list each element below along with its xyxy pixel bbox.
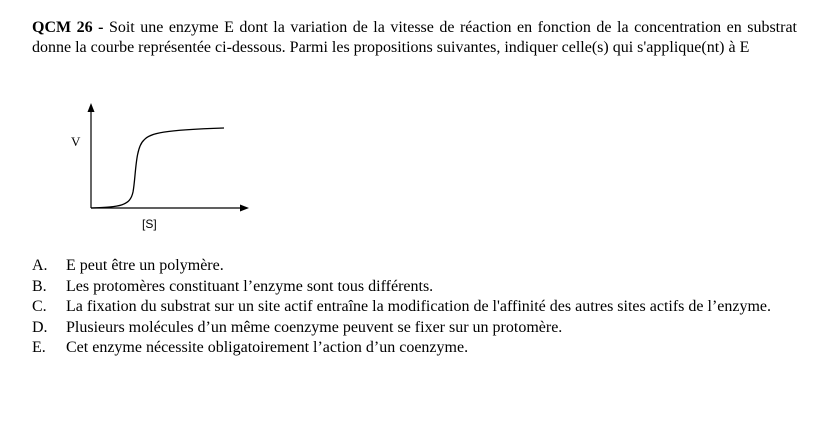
option-e-text: Cet enzyme nécessite obligatoirement l’action d’un coenzyme.	[66, 339, 469, 356]
question-text: Soit une enzyme E dont la variation de la vitesse de réaction en fonction de la concentration en substrat donne la courbe représentée ci-dessous. Parmi les propositions suivantes, indiquer celle(s) qui s'applique(nt) à E	[32, 19, 798, 56]
option-c	[32, 297, 797, 318]
x-axis-label: [S]	[142, 217, 157, 231]
x-axis-arrow	[240, 205, 249, 212]
question-label: QCM 26 -	[32, 19, 104, 36]
option-d-letter: D.	[32, 318, 48, 336]
option-c-text: La fixation du substrat sur un site actif entraîne la modification de l'affinité des autres sites actifs de l’enzyme.	[66, 298, 772, 315]
question-statement	[32, 18, 797, 58]
option-d	[32, 318, 797, 339]
option-a-text: E peut être un polymère.	[66, 257, 224, 274]
y-axis-arrow	[88, 103, 95, 112]
option-e-letter: E.	[32, 339, 46, 356]
option-b-letter: B.	[32, 277, 47, 295]
option-b	[32, 277, 797, 298]
kinetics-graph	[62, 100, 262, 240]
option-d-text: Plusieurs molécules d’un même coenzyme peuvent se fixer sur un protomère.	[66, 318, 563, 336]
option-a	[32, 256, 797, 277]
option-a-letter: A.	[32, 257, 48, 274]
option-e	[32, 338, 797, 359]
y-axis-label: V	[71, 134, 81, 149]
option-b-text: Les protomères constituant l’enzyme sont tous différents.	[66, 277, 434, 295]
option-c-letter: C.	[32, 298, 47, 315]
sigmoid-curve	[91, 128, 224, 208]
options-list	[32, 256, 797, 359]
